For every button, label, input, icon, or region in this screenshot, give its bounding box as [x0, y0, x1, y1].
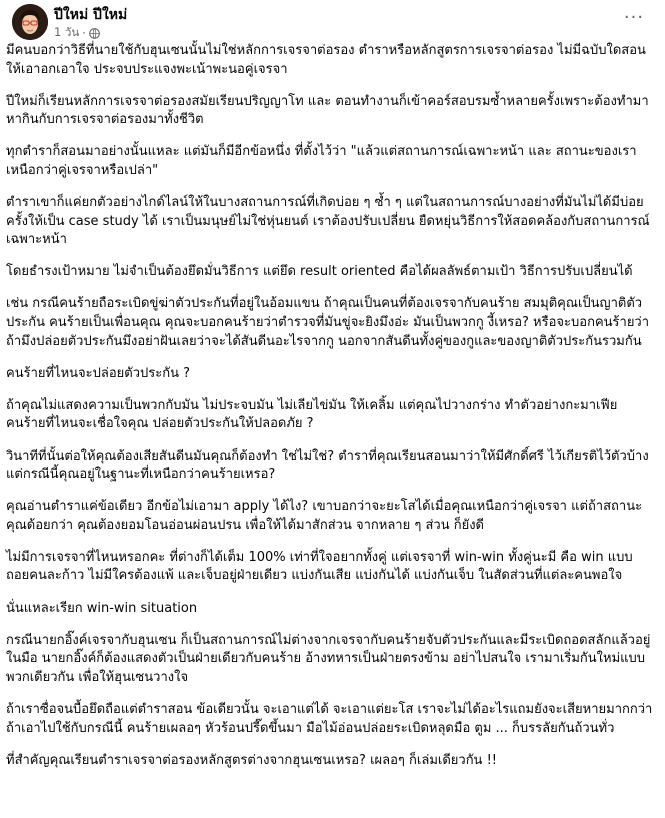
meta-separator: ·: [82, 26, 86, 40]
post-header: [6, 0, 657, 44]
post-paragraph: กรณีนายกอิ๊งค์เจรจากับฮุนเซน ก็เป็นสถานการณ์ไม่ต่างจากเจรจากับคนร้ายจับตัวประกันและมีระเบิดถอดสลักแล้วอยู่ในมือ นายกอิ๊งค์ก็ต้องแสดงตัวเป็นฝ่ายเดียวกับคนร้าย อ้างทหารเป็นฝ่ายตรงข้าม อย่าไปสนใจ เรามาเริ่มกันใหม่แบบพวกเดียวกัน เพื่อให้ฮุนเซนวางใจ: [6, 632, 651, 685]
post-paragraph: มีคนบอกว่าวิธีที่นายใช้กับฮุนเซนนั้นไม่ใช่หลักการเจรจาต่อรอง ตำราหรือหลักสูตรการเจรจาต่อรอง ไม่มีฉบับใดสอนให้เอาอกเอาใจ ประจบประแจงพะเน้าพะนอคู่เจรจา: [6, 43, 646, 77]
post-paragraph: วินาทีที่นั้นต่อให้คุณต้องเสียสันดีนมันคุณก็ต้องทำ ใช่ไม่ใช่? ตำราที่คุณเรียนสอนมาว่าให้มีศักดิ์ศรี ไว้เกียรติไว้ตัวบ้าง แต่กรณีนี้คุณอยู่ในฐานะที่เหนือกว่าคนร้ายเหรอ?: [6, 448, 653, 483]
post-paragraph: คุณอ่านตำราแค่ข้อเดียว อีกข้อไม่เอามา apply ได้ไง? เขาบอกว่าจะยะโสได้เมื่อคุณเหนือกว่าคู่เจรจา แต่ถ้าสถานะคุณด้อยกว่า คุณต้องยอมโอนอ่อนผ่อนปรน เพื่อให้ได้มาสักส่วน จากหลาย ๆ ส่วน ก็ยังดี: [6, 499, 643, 533]
post-body: [6, 42, 655, 784]
post-paragraph: ปีใหม่ก็เรียนหลักการเจรจาต่อรองสมัยเรียนปริญญาโท และ ตอนทำงานก็เข้าคอร์สอบรมซ้ำหลายครั้งเพราะต้องทำมาหากินกับการเจรจาต่อรองมาทั้งชีวิต: [6, 93, 649, 128]
post-paragraph: ทุกตำราก็สอนมาอย่างนั้นแหละ แต่มันก็มีอีกข้อหนึ่ง ที่ตั้งไว้ว่า "แล้วแต่สถานการณ์เฉพาะหน้า และ สถานะของเราเหนือกว่าคู่เจรจาหรือเปล่า": [6, 144, 637, 178]
post-meta: [54, 24, 100, 42]
post-paragraph: ที่สำคัญคุณเรียนตำราเจรจาต่อรองหลักสูตรต่างจากฮุนเซนเหรอ? เผลอๆ ก็เล่มเดียวกัน !!: [6, 752, 498, 768]
globe-icon: [89, 28, 100, 39]
post-paragraph: นั่นแหละเรียก win-win situation: [6, 600, 198, 616]
post-paragraph: เช่น กรณีคนร้ายถือระเบิดขู่ฆ่าตัวประกันที่อยู่ในอ้อมแขน ถ้าคุณเป็นคนที่ต้องเจรจากับคนร้าย สมมุติคุณเป็นญาติตัวประกัน คนร้ายเป็นเพื่อนคุณ คุณจะบอกคนร้ายว่าตำรวจที่มันขู่จะยิงมึงอ่ะ มันเป็นพวกกู งี้เหรอ? หรือจะบอกคนร้ายว่า ถ้ามึงปล่อยตัวประกันมึงอย่าฝันเลยว่าจะได้สันดีนอะไรจากกู นอกจากสันดีนทั้งคู่ของกูและของญาติตัวประกันรวมกัน: [6, 296, 654, 349]
author-avatar[interactable]: [12, 4, 48, 40]
post-paragraph: ถ้าเราซื่อจนบื้อยึดถือแต่ตำราสอน ข้อเดียวนั้น จะเอาแต่ได้ จะเอาแต่ยะโส เราจะไม่ได้อะไรแถมยังจะเสียหายมากกว่า ถ้าเอาไปใช้กับกรณีนี้ คนร้ายเผลอๆ หัวร้อนปรี๊ดขึ้นมา มือไม้อ่อนปล่อยระเบิดหลุดมือ ตูม ... ก็บรรลัยกันถ้วนทั่ว: [6, 701, 657, 736]
avatar-image: [12, 4, 48, 40]
author-name[interactable]: ปีใหม่ ปีใหม่: [54, 7, 128, 23]
post-time[interactable]: 1 วัน: [54, 25, 80, 39]
more-options-icon[interactable]: ···: [623, 7, 645, 28]
post-paragraph: โดยธำรงเป้าหมาย ไม่จำเป็นต้องยึดมั่นวิธีการ แต่ยึด result oriented คือได้ผลลัพธ์ตามเป้า วิธีการปรับเปลี่ยนได้: [6, 264, 633, 280]
post-paragraph: ถ้าคุณไม่แสดงความเป็นพวกกับมัน ไม่ประจบมัน ไม่เลียไข่มัน ให้เคลิ้ม แต่คุณไปวางกร่าง ทำตัวอย่างกะมาเฟีย คนร้ายที่ไหนจะเชื่อใจคุณ ปล่อยตัวประกันให้ปลอดภัย ?: [6, 397, 622, 432]
post-paragraph: ตำราเขาก็แค่ยกตัวอย่างไกด์ไลน์ให้ในบางสถานการณ์ที่เกิดบ่อย ๆ ซ้ำ ๆ แต่ในสถานการณ์บางอย่างที่มันไม่ได้มีบ่อยครั้งให้เป็น case study ได้ เราเป็นมนุษย์ไม่ใช่หุ่นยนต์ เราต้องปรับเปลี่ยน ยืดหยุ่นวิธีการให้สอดคล้องกับสถานการณ์เฉพาะหน้า: [6, 195, 650, 248]
post-paragraph: ไม่มีการเจรจาที่ไหนหรอกคะ ที่ต่างก็ได้เต็ม 100% เท่าที่ใจอยากทั้งคู่ แต่เจรจาที่ win-win ทั้งคู่นะมี คือ win แบบถอยคนละก้าว ไม่มีใครต้องแพ้ และเจ็บอยู่ฝ่ายเดียว แบ่งกันเสีย แบ่งกันได้ แบ่งกันเจ็บ ในสัดส่วนที่แต่ละคนพอใจ: [6, 549, 633, 584]
post-paragraph: คนร้ายที่ไหนจะปล่อยตัวประกัน ?: [6, 365, 191, 381]
